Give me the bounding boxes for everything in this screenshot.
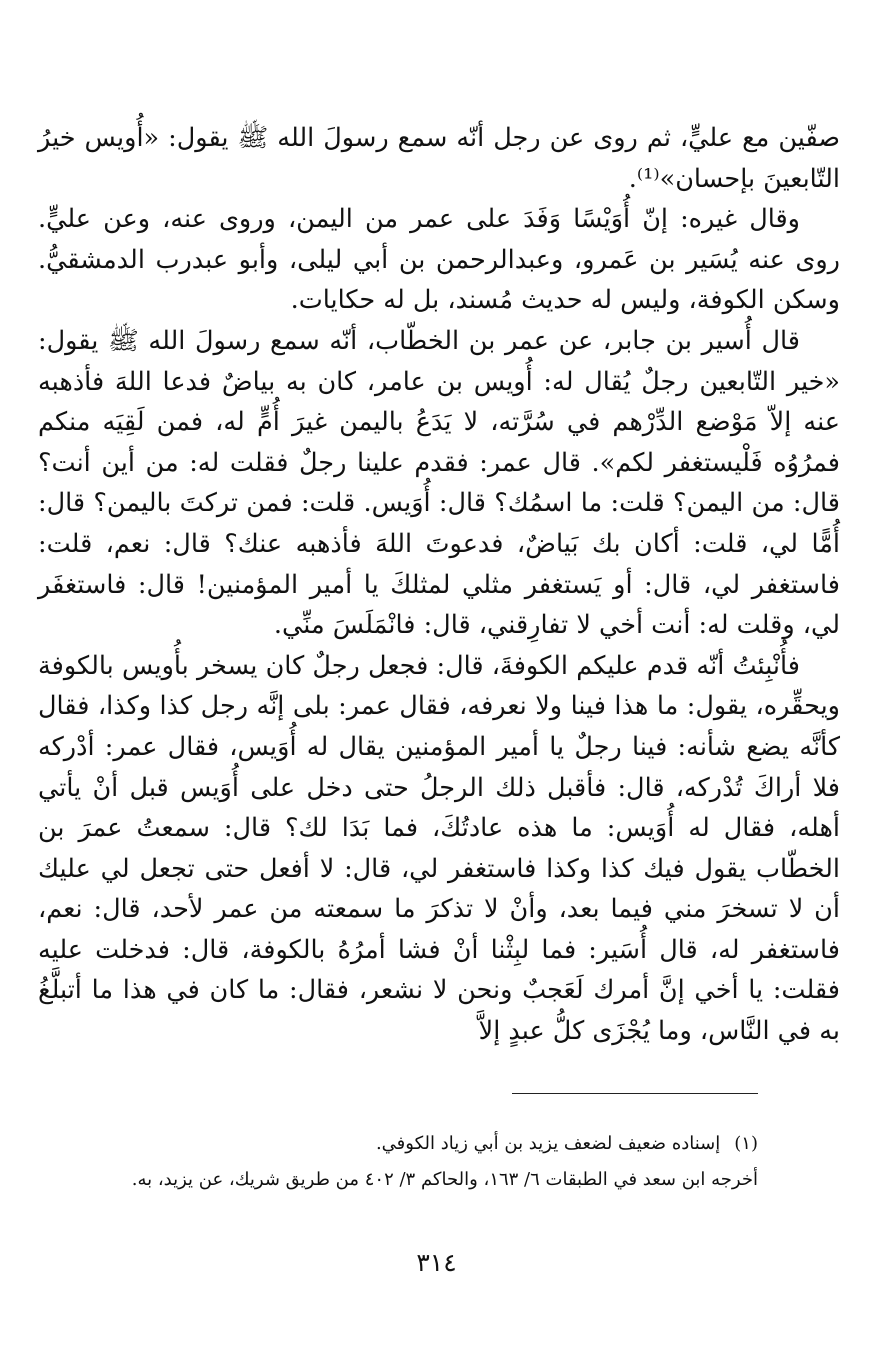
main-text (38, 118, 840, 1052)
footnotes (60, 1127, 758, 1197)
footnote-separator (512, 1093, 758, 1094)
paragraph-4: فأُنْبِئتُ أنّه قدم عليكم الكوفةَ، قال: فجعل رجلٌ كان يسخر بأُويس بالكوفة ويحقِّره، يقول: ما هذا فينا ولا نعرفه، فقال عمر: بلى إنَّه رجل كذا وكذا، فقال كأنَّه يضع شأنه: فينا رجلٌ يا أمير المؤمنين يقال له أُوَيس، فقال عمر: أدْركه فلا أراكَ تُدْركه، قال: فأقبل ذلك الرجلُ حتى دخل على أُوَيس قبل أنْ يأتي أهله، فقال له أُوَيس: ما هذه عادتُكَ، فما بَدَا لك؟ قال: سمعتُ عمرَ بن الخطّاب يقول فيك كذا وكذا فاستغفر لي، قال: لا أفعل حتى تجعل لي عليك أن لا تسخرَ مني فيما بعد، وأنْ لا تذكرَ ما سمعته من عمر لأحد، قال: نعم، فاستغفر له، قال أُسَير: فما لبِثْنا أنْ فشا أمرُهُ بالكوفة، قال: فدخلت عليه فقلت: يا أخي إنَّ أمرك لَعَجبٌ ونحن لا نشعر، فقال: ما كان في هذا ما أتبلَّغُ به في النَّاس، وما يُجْزَى كلُّ عبدٍ إلاَّ (38, 650, 840, 1047)
paragraph-1: صفّين مع عليٍّ، ثم روى عن رجل أنّه سمع رسولَ الله ﷺ يقول: «أُويس خيرُ التّابعينَ بإحسان»⁽¹⁾. (38, 123, 840, 194)
footnote-1 (60, 1127, 758, 1161)
footnote-1-text: إسناده ضعيف لضعف يزيد بن أبي زياد الكوفي. (375, 1133, 721, 1154)
footnote-2-text: أخرجه ابن سعد في الطبقات ٦/ ١٦٣، والحاكم ٣/ ٤٠٢ من طريق شريك، عن يزيد، به. (131, 1169, 758, 1190)
paragraph-3: قال أُسير بن جابر، عن عمر بن الخطّاب، أنّه سمع رسولَ الله ﷺ يقول: «خير التّابعين رجلٌ يُقال له: أُويس بن عامر، كان به بياضٌ فدعا اللهَ فأذهبه عنه إلاّ مَوْضع الدِّرْهم في سُرَّته، لا يَدَعُ باليمن غيرَ أُمٍّ له، فمن لَقِيَه منكم فمرُوُه فَلْيستغفر لكم». قال عمر: فقدم علينا رجلٌ فقلت له: من أين أنت؟ قال: من اليمن؟ قلت: ما اسمُك؟ قال: أُوَيس. قلت: فمن تركتَ باليمن؟ قال: أُمًّا لي، قلت: أكان بك بَياضٌ، فدعوتَ اللهَ فأذهبه عنك؟ قال: نعم، قلت: فاستغفر لي، قال: أو يَستغفر مثلي لمثلكَ يا أمير المؤمنين! قال: فاستغفَر لي، وقلت له: أنت أخي لا تفارِقني، قال: فانْمَلَسَ منِّي. (38, 325, 841, 641)
paragraph-2: وقال غيره: إنّ أُوَيْسًا وَفَدَ على عمر من اليمن، وروى عنه، وعن عليٍّ. روى عنه يُسَير بن عَمرو، وعبدالرحمن بن أبي ليلى، وأبو عبدرب الدمشقيُّ. وسكن الكوفة، وليس له حديث مُسند، بل له حكايات. (38, 204, 840, 316)
page-number: ٣١٤ (416, 1248, 457, 1277)
footnote-marker: (١) (734, 1133, 758, 1154)
